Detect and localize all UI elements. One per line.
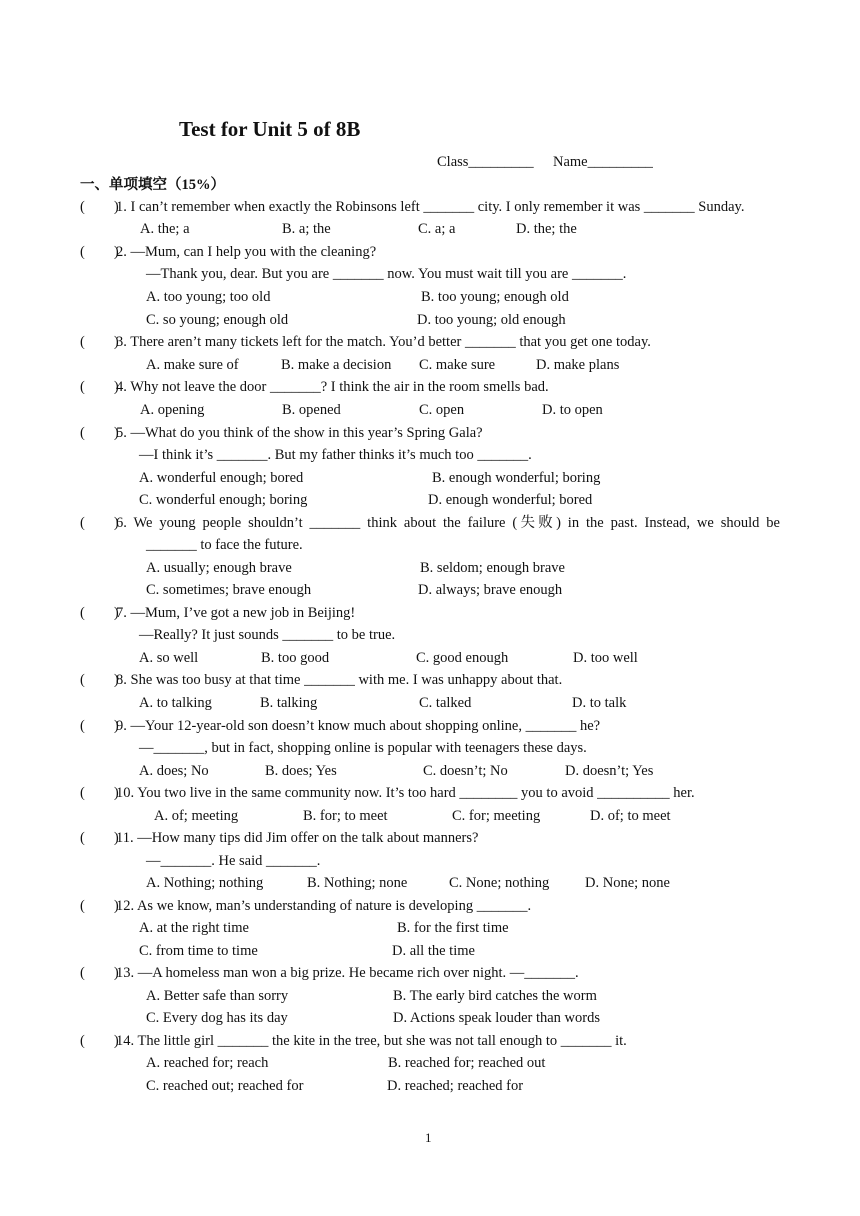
option-d: D. too young; old enough <box>417 312 566 328</box>
option-a: A. make sure of <box>146 357 239 373</box>
answer-bracket: ( ) <box>80 334 119 350</box>
option-d: D. make plans <box>536 357 620 373</box>
option-b: B. enough wonderful; boring <box>432 470 601 486</box>
answer-bracket: ( ) <box>80 244 119 260</box>
question-stem-continued: _______ to face the future. <box>146 537 303 553</box>
option-c: C. a; a <box>418 221 456 237</box>
answer-bracket: ( ) <box>80 672 119 688</box>
option-a: A. Nothing; nothing <box>146 875 264 891</box>
option-a: A. so well <box>139 650 199 666</box>
option-c: C. Every dog has its day <box>146 1010 288 1026</box>
option-b: B. does; Yes <box>265 763 337 779</box>
option-d: D. too well <box>573 650 638 666</box>
answer-bracket: ( ) <box>80 718 119 734</box>
question-stem: 7. —Mum, I’ve got a new job in Beijing! <box>116 605 356 621</box>
option-a: A. too young; too old <box>146 289 271 305</box>
option-a: A. reached for; reach <box>146 1055 269 1071</box>
answer-bracket: ( ) <box>80 785 119 801</box>
option-d: D. the; the <box>516 221 577 237</box>
question-stem-continued: —I think it’s _______. But my father thinks it’s much too _______. <box>139 447 532 463</box>
option-a: A. usually; enough brave <box>146 560 292 576</box>
option-a: A. Better safe than sorry <box>146 988 289 1004</box>
question-stem: 2. —Mum, can I help you with the cleaning? <box>116 244 377 260</box>
option-c: C. None; nothing <box>449 875 550 891</box>
option-d: D. None; none <box>585 875 670 891</box>
section-heading: 一、单项填空（15%） <box>80 177 225 193</box>
option-b: B. too good <box>261 650 330 666</box>
option-c: C. reached out; reached for <box>146 1078 304 1094</box>
option-a: A. of; meeting <box>154 808 239 824</box>
option-d: D. of; to meet <box>590 808 671 824</box>
option-a: A. wonderful enough; bored <box>139 470 304 486</box>
option-c: C. sometimes; brave enough <box>146 582 312 598</box>
question-stem: 10. You two live in the same community now. It’s too hard ________ you to avoid __________ her. <box>116 785 695 801</box>
option-c: C. so young; enough old <box>146 312 289 328</box>
question-stem: 6. We young people shouldn’t _______ think about the failure (失败) in the past. Instead, we should be <box>116 515 780 531</box>
question-stem: 4. Why not leave the door _______? I think the air in the room smells bad. <box>116 379 549 395</box>
answer-bracket: ( ) <box>80 199 119 215</box>
answer-bracket: ( ) <box>80 898 119 914</box>
option-d: D. all the time <box>392 943 475 959</box>
option-d: D. enough wonderful; bored <box>428 492 593 508</box>
answer-bracket: ( ) <box>80 425 119 441</box>
option-a: A. to talking <box>139 695 212 711</box>
option-b: B. make a decision <box>281 357 392 373</box>
option-c: C. good enough <box>416 650 509 666</box>
option-b: B. for the first time <box>397 920 509 936</box>
answer-bracket: ( ) <box>80 379 119 395</box>
question-stem: 5. —What do you think of the show in this year’s Spring Gala? <box>116 425 483 441</box>
option-d: D. to open <box>542 402 603 418</box>
page-title: Test for Unit 5 of 8B <box>179 117 361 141</box>
question-stem-continued: —Really? It just sounds _______ to be true. <box>139 627 396 643</box>
option-a: A. does; No <box>139 763 209 779</box>
option-a: A. the; a <box>140 221 190 237</box>
option-c: C. make sure <box>419 357 496 373</box>
option-d: D. Actions speak louder than words <box>393 1010 600 1026</box>
question-stem: 12. As we know, man’s understanding of nature is developing _______. <box>116 898 532 914</box>
option-b: B. talking <box>260 695 318 711</box>
option-b: B. for; to meet <box>303 808 388 824</box>
option-c: C. open <box>419 402 465 418</box>
option-b: B. reached for; reached out <box>388 1055 546 1071</box>
option-a: A. opening <box>140 402 205 418</box>
option-b: B. seldom; enough brave <box>420 560 565 576</box>
question-stem: 11. —How many tips did Jim offer on the talk about manners? <box>116 830 479 846</box>
question-stem: 9. —Your 12-year-old son doesn’t know much about shopping online, _______ he? <box>116 718 601 734</box>
answer-bracket: ( ) <box>80 515 119 531</box>
page-number: 1 <box>425 1130 432 1145</box>
option-b: B. The early bird catches the worm <box>393 988 597 1004</box>
question-stem-continued: —_______, but in fact, shopping online is popular with teenagers these days. <box>139 740 587 756</box>
option-d: D. doesn’t; Yes <box>565 763 654 779</box>
option-b: B. opened <box>282 402 341 418</box>
option-b: B. a; the <box>282 221 331 237</box>
option-b: B. Nothing; none <box>307 875 408 891</box>
answer-bracket: ( ) <box>80 605 119 621</box>
answer-bracket: ( ) <box>80 1033 119 1049</box>
question-stem-continued: —_______. He said _______. <box>146 853 321 869</box>
answer-bracket: ( ) <box>80 965 119 981</box>
option-c: C. doesn’t; No <box>423 763 508 779</box>
question-stem: 14. The little girl _______ the kite in the tree, but she was not tall enough to _______ it. <box>116 1033 627 1049</box>
option-c: C. for; meeting <box>452 808 541 824</box>
answer-bracket: ( ) <box>80 830 119 846</box>
name-field-label: Name_________ <box>553 154 653 170</box>
question-stem-continued: —Thank you, dear. But you are _______ now. You must wait till you are _______. <box>146 266 627 282</box>
question-stem: 13. —A homeless man won a big prize. He became rich over night. —_______. <box>116 965 579 981</box>
option-d: D. reached; reached for <box>387 1078 524 1094</box>
question-stem: 8. She was too busy at that time _______ with me. I was unhappy about that. <box>116 672 563 688</box>
option-c: C. wonderful enough; boring <box>139 492 308 508</box>
option-d: D. to talk <box>572 695 627 711</box>
option-c: C. talked <box>419 695 472 711</box>
option-c: C. from time to time <box>139 943 258 959</box>
class-field-label: Class_________ <box>437 154 534 170</box>
option-b: B. too young; enough old <box>421 289 569 305</box>
question-stem: 1. I can’t remember when exactly the Robinsons left _______ city. I only remember it was _______ Sunday. <box>116 199 745 215</box>
option-d: D. always; brave enough <box>418 582 563 598</box>
question-stem: 3. There aren’t many tickets left for the match. You’d better _______ that you get one today. <box>116 334 651 350</box>
option-a: A. at the right time <box>139 920 249 936</box>
